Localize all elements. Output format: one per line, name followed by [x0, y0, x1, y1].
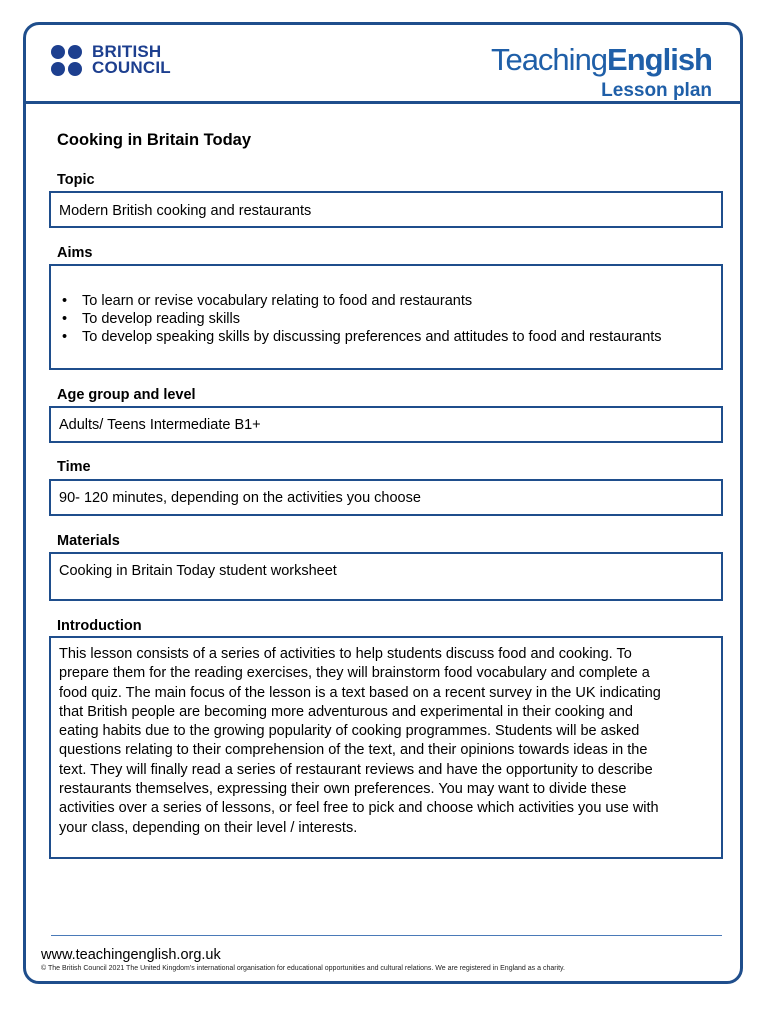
topic-value: Modern British cooking and restaurants: [59, 203, 312, 219]
logo-line-2: COUNCIL: [92, 58, 171, 77]
introduction-heading: Introduction: [57, 618, 142, 634]
page-title: Cooking in Britain Today: [57, 131, 252, 149]
logo-line-1: BRITISH: [92, 42, 162, 61]
aim-item: • To develop speaking skills by discussing preferences and attitudes to food and restaurants: [59, 328, 713, 346]
logo-english: English: [607, 42, 712, 77]
intro-line: restaurants themselves, expressing their own preferences. You may want to divide these: [59, 781, 627, 798]
intro-line: prepare them for the reading exercises, they will brainstorm food vocabulary and complete a: [59, 665, 650, 682]
aim-item: • To develop reading skills: [59, 310, 713, 328]
british-council-dots-icon: [51, 45, 82, 76]
intro-line: that British people are becoming more adventurous and experimental in their cooking and: [59, 703, 633, 720]
intro-line: your class, depending on their level / interests.: [59, 819, 358, 836]
aims-box: [49, 264, 723, 370]
materials-box: [49, 552, 723, 601]
intro-line: eating habits due to the growing popularity of cooking programmes. Students will be asked: [59, 723, 640, 740]
teachingenglish-logo: [491, 42, 712, 102]
footer-divider: [51, 935, 722, 936]
intro-line: activities over a series of lessons, or feel free to pick and choose which activities you use with: [59, 800, 659, 817]
lesson-plan-label: Lesson plan: [601, 80, 712, 101]
intro-line: questions relating to their comprehension of the text, and their opinions towards ideas in the: [59, 742, 648, 759]
topic-heading: Topic: [57, 172, 95, 188]
age-value: Adults/ Teens Intermediate B1+: [59, 417, 261, 433]
materials-value: Cooking in Britain Today student worksheet: [59, 563, 337, 579]
footer-url-link[interactable]: www.teachingenglish.org.uk: [41, 947, 221, 963]
time-box: [49, 479, 723, 516]
intro-line: This lesson consists of a series of activities to help students discuss food and cooking. To: [59, 646, 632, 662]
logo-teaching: Teaching: [490, 42, 608, 77]
intro-line: food quiz. The main focus of the lesson is a text based on a recent survey in the UK indicating: [59, 684, 661, 701]
intro-line: text. They will finally read a series of restaurant reviews and have the opportunity to describe: [59, 761, 653, 778]
age-heading: Age group and level: [57, 387, 196, 403]
aims-list: [59, 292, 713, 346]
time-heading: Time: [57, 459, 91, 475]
introduction-box: [49, 636, 723, 859]
aim-item: • To learn or revise vocabulary relating to food and restaurants: [59, 292, 713, 310]
materials-heading: Materials: [57, 533, 120, 549]
time-value: 90- 120 minutes, depending on the activities you choose: [59, 490, 421, 506]
british-council-logo: [51, 44, 171, 76]
age-box: [49, 406, 723, 443]
aims-heading: Aims: [57, 245, 93, 261]
footer-copyright: © The British Council 2021 The United Kingdom’s international organisation for educational opportunities and cultural relations. We are registered in England as a charity.: [41, 965, 565, 972]
topic-box: [49, 191, 723, 228]
